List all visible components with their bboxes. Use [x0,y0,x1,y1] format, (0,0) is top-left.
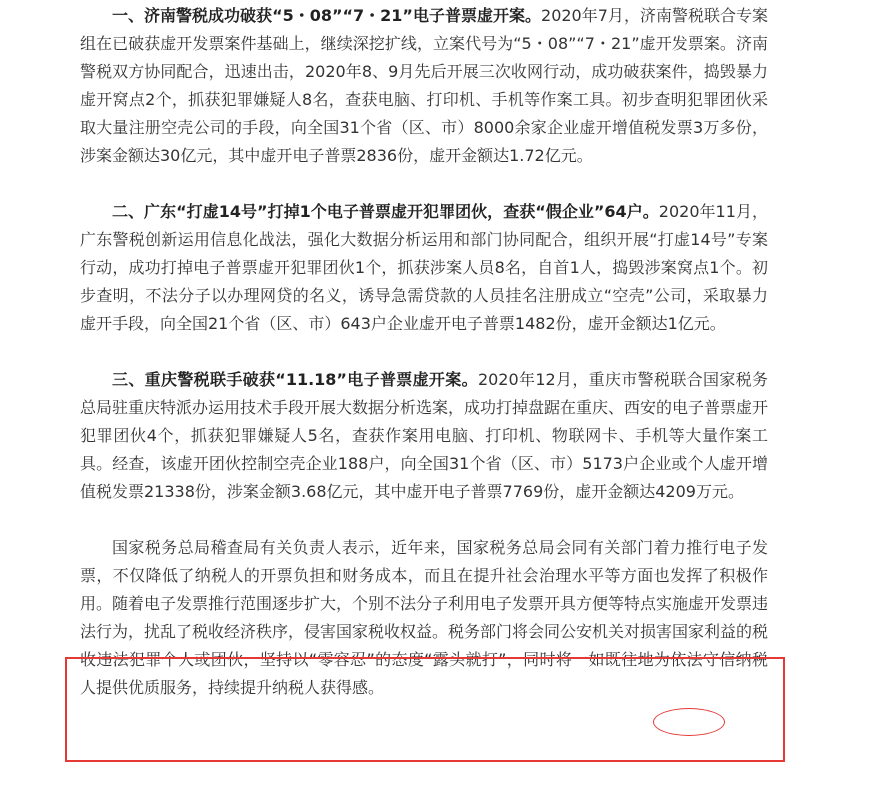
section-text-1: 2020年7月，济南警税联合专案组在已破获虚开发票案件基础上，继续深挖扩线，立案代号为“5・08”“7・21”虚开发票案。济南警税双方协同配合，迅速出击，2020年8、9月先后开展三次收网行动，成功破获案件，捣毁暴力虚开窝点2个，抓获犯罪嫌疑人8名，查获电脑、打印机、手机等作案工具。初步查明犯罪团伙采取大量注册空壳公司的手段，向全国31个省（区、市）8000余家企业虚开增值税发票3万多份，涉案金额达30亿元，其中虚开电子普票2836份，虚开金额达1.72亿元。 [80,6,768,165]
red-circle-annotation [653,708,725,736]
section-heading-3: 三、重庆警税联手破获“11.18”电子普票虚开案。 [112,370,478,389]
section-text-3: 2020年12月，重庆市警税联合国家税务总局驻重庆特派办运用技术手段开展大数据分析选案，成功打掉盘踞在重庆、西安的电子普票虚开犯罪团伙4个，抓获犯罪嫌疑人5名，查获作案用电脑、打印机、物联网卡、手机等大量作案工具。经查，该虚开团伙控制空壳企业188户，向全国31个省（区、市）5173户企业或个人虚开增值税发票21338份，涉案金额3.68亿元，其中虚开电子普票7769份，虚开金额达4209万元。 [80,370,769,501]
section-text-2: 2020年11月，广东警税创新运用信息化战法，强化大数据分析运用和部门协同配合，组织开展“打虚14号”专案行动，成功打掉电子普票虚开犯罪团伙1个，抓获涉案人员8名，自首1人，捣毁涉案窝点1个。初步查明，不法分子以办理网贷的名义，诱导急需贷款的人员挂名注册成立“空壳”公司，采取暴力虚开手段，向全国21个省（区、市）643户企业虚开电子普票1482份，虚开金额达1亿元。 [80,202,768,333]
closing-paragraph [80,534,768,702]
section-heading-1: 一、济南警税成功破获“5・08”“7・21”电子普票虚开案。 [112,6,542,25]
section-paragraph-3 [80,366,768,506]
section-heading-2: 二、广东“打虚14号”打掉1个电子普票虚开犯罪团伙，查获“假企业”64户。 [112,202,659,221]
closing-text: 国家税务总局稽查局有关负责人表示，近年来，国家税务总局会同有关部门着力推行电子发票，不仅降低了纳税人的开票负担和财务成本，而且在提升社会治理水平等方面也发挥了积极作用。随着电子发票推行范围逐步扩大，个别不法分子利用电子发票开具方便等特点实施虚开发票违法行为，扰乱了税收经济秩序，侵害国家税收权益。税务部门将会同公安机关对损害国家利益的税收违法犯罪个人或团伙，坚持以“零容忍”的态度“露头就打”，同时将一如既往地为依法守信纳税人提供优质服务，持续提升纳税人获得感。 [80,538,769,697]
section-paragraph-1 [80,2,768,170]
section-paragraph-2 [80,198,768,338]
article-body [80,2,768,702]
